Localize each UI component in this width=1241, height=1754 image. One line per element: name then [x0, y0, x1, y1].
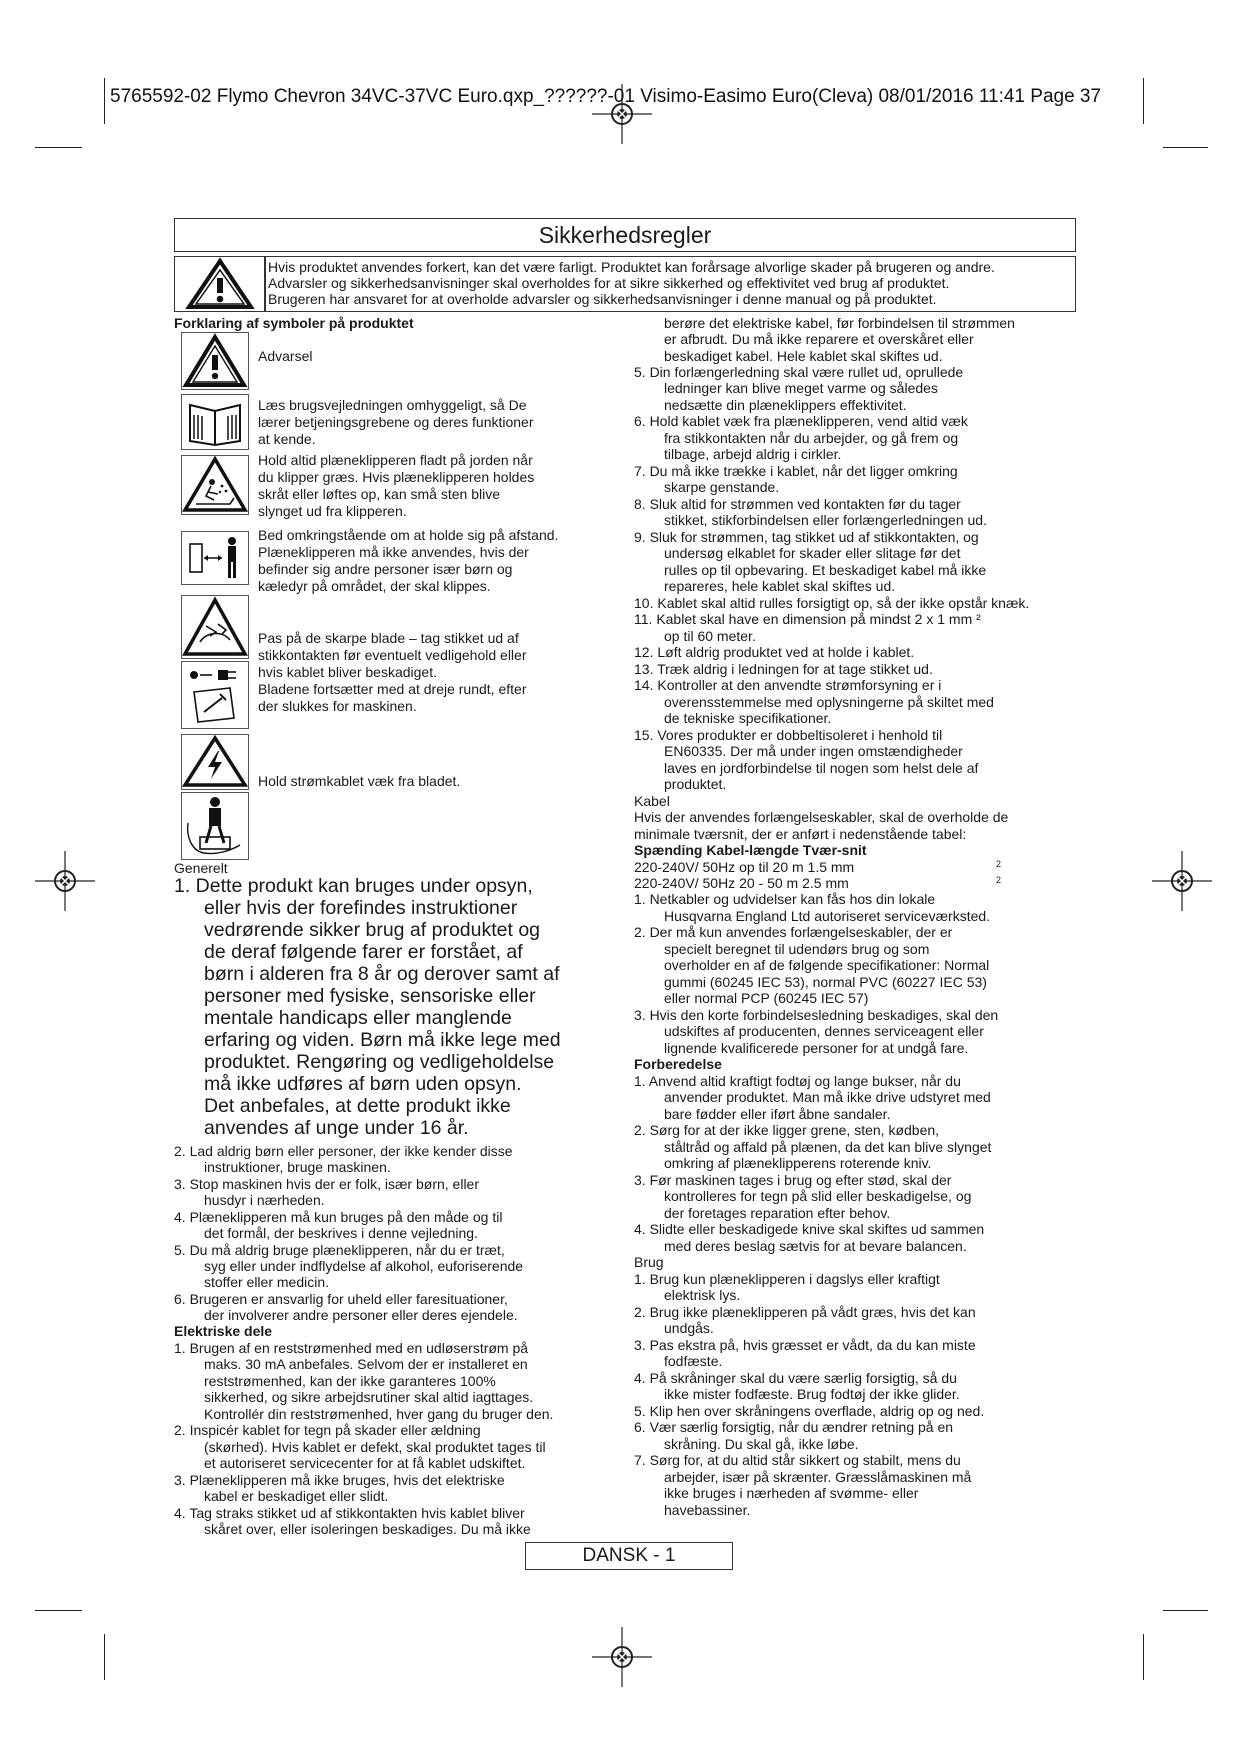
title-box: [174, 218, 1076, 252]
crop-mark-bottom-right: [1163, 1610, 1208, 1611]
general-item-line: syg eller under indflydelse af alkohol, euforiserende: [204, 1258, 524, 1274]
preparation-line: bare fødder eller iført åbne sandaler.: [664, 1106, 891, 1122]
electrical-right-line: overensstemmelse med oplysningerne på skiltet med: [664, 694, 994, 710]
symbol-text: Hold strømkablet væk fra bladet.: [258, 773, 461, 789]
symbol-text: hvis kablet bliver beskadiget.: [258, 664, 437, 680]
electrical-line: et autoriseret servicecenter for at få kablet udskiftet.: [204, 1455, 526, 1471]
preparation-heading: Forberedelse: [634, 1056, 722, 1072]
general-heading: Generelt: [174, 860, 228, 876]
crop-mark-top-right: [1163, 147, 1208, 148]
intro-line: Hvis produktet anvendes forkert, kan det være farligt. Produktet kan forårsage alvorlige skader på brugeren og andre.: [268, 259, 995, 275]
registration-mark-right-icon: [1152, 851, 1212, 911]
electrical-right-line: rulles op til opbevaring. Et beskadiget kabel må ikke: [664, 562, 987, 578]
symbol-text: du klipper græs. Hvis plæneklipperen holdes: [258, 469, 535, 485]
crop-mark-right-top: [1143, 78, 1144, 124]
registration-mark-left-icon: [35, 851, 95, 911]
symbol-cable-person-box: [181, 792, 249, 860]
cable-line: 3. Hvis den korte forbindelsesledning beskadiges, skal den: [634, 1007, 999, 1023]
electrical-right-line: 14. Kontroller at den anvendte strømforsyning er i: [634, 677, 942, 693]
electric-hazard-icon: [182, 735, 248, 789]
electrical-right-line: ledninger kan blive meget varme og således: [664, 380, 938, 396]
cable-table-row: 220-240V/ 50Hz 20 - 50 m 2.5 mm: [634, 875, 849, 891]
crop-mark-top-left: [35, 147, 82, 148]
general-item-1-line: anvendes af unge under 16 år.: [204, 1117, 469, 1139]
electrical-right-line: 10. Kablet skal altid rulles forsigtigt op, så der ikke opstår knæk.: [634, 595, 1030, 611]
electrical-line: 4. Tag straks stikket ud af stikkontakten hvis kablet bliver: [174, 1505, 525, 1521]
electrical-right-line: 5. Din forlængerledning skal være rullet ud, oprullede: [634, 364, 964, 380]
electrical-heading: Elektriske dele: [174, 1323, 273, 1339]
crop-mark-left-top: [104, 78, 105, 124]
preparation-line: 1. Anvend altid kraftigt fodtøj og lange bukser, når du: [634, 1073, 961, 1089]
general-item-1-line: personer med fysiske, sensoriske eller: [204, 985, 536, 1007]
preparation-line: der foretages reparation efter behov.: [664, 1205, 891, 1221]
electrical-right-line: laves en jordforbindelse til nogen som helst dele af: [664, 760, 979, 776]
page-title: Sikkerhedsregler: [538, 222, 712, 248]
symbol-text: Bed omkringstående om at holde sig på afstand.: [258, 527, 559, 543]
crop-mark-right-bottom: [1143, 1634, 1144, 1680]
symbol-text: Hold altid plæneklipperen fladt på jorden når: [258, 452, 533, 468]
cable-line: specielt beregnet til udendørs brug og som: [664, 941, 930, 957]
cable-intro-line: minimale tværsnit, der er anført i nedenstående tabel:: [634, 826, 967, 842]
general-item-line: 6. Brugeren er ansvarlig for uheld eller faresituationer,: [174, 1291, 508, 1307]
symbol-manual-box: [181, 394, 249, 450]
electrical-right-line: tilbage, arbejd aldrig i cirkler.: [664, 446, 842, 462]
electrical-line: reststrømenhed, kan der ikke garanteres 100%: [204, 1373, 496, 1389]
preparation-line: med deres beslag sætvis for at bevare balancen.: [664, 1238, 967, 1254]
use-line: 7. Sørg for, at du altid står sikkert og stabilt, mens du: [634, 1452, 961, 1468]
cable-line: udskiftes af producenten, dennes serviceagent eller: [664, 1023, 984, 1039]
general-item-line: 5. Du må aldrig bruge plæneklipperen, når du er træt,: [174, 1242, 505, 1258]
general-item-1-line: må ikke udføres af børn uden opsyn.: [204, 1073, 522, 1095]
symbol-text: Læs brugsvejledningen omhyggeligt, så De: [258, 397, 527, 413]
unplug-maintenance-icon: [182, 662, 248, 728]
use-line: elektrisk lys.: [664, 1287, 741, 1303]
intro-warning-box: [174, 256, 266, 312]
electrical-right-line: undersøg elkablet for skader eller slitage før det: [664, 545, 961, 561]
general-item-line: der involverer andre personer eller deres ejendele.: [204, 1307, 518, 1323]
general-item-line: husdyr i nærheden.: [204, 1192, 325, 1208]
use-heading: Brug: [634, 1254, 664, 1270]
symbol-text: Plæneklipperen må ikke anvendes, hvis der: [258, 544, 529, 560]
electrical-line: sikkerhed, og sikre arbejdsrutiner skal altid iagttages.: [204, 1389, 534, 1405]
electrical-right-line: op til 60 meter.: [664, 628, 756, 644]
general-item-line: instruktioner, bruge maskinen.: [204, 1159, 391, 1175]
electrical-right-line: 15. Vores produkter er dobbeltisoleret i henhold til: [634, 727, 943, 743]
electrical-right-line: nedsætte din plæneklippers effektivitet.: [664, 397, 907, 413]
preparation-line: anvender produktet. Man må ikke drive udstyret med: [664, 1089, 991, 1105]
symbol-text: befinder sig andre personer især børn og: [258, 561, 513, 577]
electrical-right-line: skarpe genstande.: [664, 479, 780, 495]
use-line: 1. Brug kun plæneklipperen i dagslys eller kraftigt: [634, 1271, 940, 1287]
electrical-right-line: 8. Sluk altid for strømmen ved kontakten før du tager: [634, 496, 961, 512]
cable-table-row: 220-240V/ 50Hz op til 20 m 1.5 mm: [634, 859, 855, 875]
electrical-right-line: 13. Træk aldrig i ledningen for at tage stikket ud.: [634, 661, 933, 677]
cable-superscript: 2: [996, 875, 1002, 885]
electrical-line: 2. Inspicér kablet for tegn på skader eller ældning: [174, 1422, 481, 1438]
use-line: 2. Brug ikke plæneklipperen på vådt græs, hvis det kan: [634, 1304, 976, 1320]
symbol-text: der slukkes for maskinen.: [258, 698, 417, 714]
preparation-line: 3. Før maskinen tages i brug og efter stød, skal der: [634, 1172, 952, 1188]
flying-stones-icon: [182, 456, 248, 514]
use-line: havebassiner.: [664, 1502, 751, 1518]
electrical-right-line: fra stikkontakten når du arbejder, og gå frem og: [664, 430, 959, 446]
electrical-right-line: de tekniske specifikationer.: [664, 710, 832, 726]
electrical-line: 1. Brugen af en reststrømenhed med en udløserstrøm på: [174, 1340, 529, 1356]
preparation-line: kontrolleres for tegn på slid eller beskadigelse, og: [664, 1188, 972, 1204]
use-line: 5. Klip hen over skråningens overflade, aldrig op og ned.: [634, 1403, 985, 1419]
electrical-right-line: 9. Sluk for strømmen, tag stikket ud af stikkontakten, og: [634, 529, 979, 545]
symbol-unplug-maintenance-box: [181, 661, 249, 729]
cable-line: eller normal PCP (60245 IEC 57): [664, 990, 869, 1006]
general-item-1-line: eller hvis der forefindes instruktioner: [204, 897, 518, 919]
symbols-heading: Forklaring af symboler på produktet: [174, 315, 414, 331]
symbol-text: Bladene fortsætter med at dreje rundt, efter: [258, 681, 527, 697]
symbol-text: skråt eller løftes op, kan små sten blive: [258, 486, 500, 502]
cable-heading: Kabel: [634, 793, 670, 809]
crop-mark-bottom-left: [35, 1610, 82, 1611]
electrical-line: skåret over, eller isoleringen beskadiges. Du må ikke: [204, 1521, 531, 1537]
cable-intro-line: Hvis der anvendes forlængelseskabler, skal de overholde de: [634, 809, 1009, 825]
symbol-keep-distance-box: [181, 531, 249, 585]
warning-triangle-icon: [182, 333, 248, 389]
electrical-right-line: 7. Du må ikke trække i kablet, når det ligger omkring: [634, 463, 958, 479]
electrical-line: maks. 30 mA anbefales. Selvom der er installeret en: [204, 1356, 528, 1372]
electrical-right-line: produktet.: [664, 776, 727, 792]
electrical-right-line: berøre det elektriske kabel, før forbindelsen til strømmen: [664, 315, 1015, 331]
electrical-right-line: beskadiget kabel. Hele kablet skal skiftes ud.: [664, 348, 943, 364]
use-line: ikke mister fodfæste. Brug fodtøj der ikke glider.: [664, 1386, 960, 1402]
cable-line: gummi (60245 IEC 53), normal PVC (60227 IEC 53): [664, 974, 987, 990]
general-item-1-line: erfaring og viden. Børn må ikke lege med: [204, 1029, 561, 1051]
electrical-right-line: er afbrudt. Du må ikke reparere et overskåret eller: [664, 331, 974, 347]
use-line: arbejder, især på skrænter. Græsslåmaskinen må: [664, 1469, 972, 1485]
general-item-1-line: produktet. Rengøring og vedligeholdelse: [204, 1051, 555, 1073]
electrical-line: Kontrollér din reststrømenhed, hver gang du bruger den.: [204, 1406, 554, 1422]
electrical-line: (skørhed). Hvis kablet er defekt, skal produktet tages til: [204, 1439, 546, 1455]
general-item-line: stoffer eller medicin.: [204, 1274, 330, 1290]
registration-mark-bottom-icon: [592, 1627, 652, 1687]
cable-line: lignende kvalificerede personer for at undgå fare.: [664, 1040, 969, 1056]
preparation-line: ståltråd og affald på plænen, da det kan blive slynget: [664, 1139, 992, 1155]
cable-line: Husqvarna England Ltd autoriseret serviceværksted.: [664, 908, 991, 924]
general-item-1-line: mentale handicaps eller manglende: [204, 1007, 512, 1029]
cable-line: 1. Netkabler og udvidelser kan fås hos din lokale: [634, 891, 936, 907]
cable-line: 2. Der må kun anvendes forlængelseskabler, der er: [634, 924, 953, 940]
person-cable-icon: [182, 793, 248, 859]
symbol-warning-box: [181, 332, 249, 390]
preparation-line: 2. Sørg for at der ikke ligger grene, sten, kødben,: [634, 1122, 940, 1138]
general-item-line: 4. Plæneklipperen må kun bruges på den måde og til: [174, 1209, 503, 1225]
electrical-right-line: EN60335. Der må under ingen omstændigheder: [664, 743, 963, 759]
warning-triangle-icon: [175, 257, 265, 311]
electrical-right-line: repareres, hele kablet skal skiftes ud.: [664, 578, 896, 594]
keep-distance-icon: [182, 532, 248, 584]
symbol-sharp-blade-box: [181, 595, 249, 659]
symbol-text: slynget ud fra klipperen.: [258, 503, 407, 519]
crop-mark-left-bottom: [104, 1634, 105, 1680]
cable-superscript: 2: [996, 859, 1002, 869]
general-item-1-line: Det anbefales, at dette produkt ikke: [204, 1095, 511, 1117]
general-item-line: 3. Stop maskinen hvis der er folk, især børn, eller: [174, 1176, 480, 1192]
symbol-text: stikkontakten før eventuelt vedligehold eller: [258, 647, 527, 663]
cable-line: overholder en af de følgende specifikationer: Normal: [664, 957, 990, 973]
use-line: undgås.: [664, 1320, 714, 1336]
symbol-flying-stones-box: [181, 455, 249, 515]
symbol-text: kæledyr på området, der skal klippes.: [258, 578, 491, 594]
use-line: 3. Pas ekstra på, hvis græsset er vådt, da du kan miste: [634, 1337, 976, 1353]
electrical-right-line: 11. Kablet skal have en dimension på mindst 2 x 1 mm ²: [634, 611, 981, 627]
page-footer-label: DANSK - 1: [582, 1545, 676, 1566]
symbol-text: Pas på de skarpe blade – tag stikket ud af: [258, 630, 519, 646]
symbol-electric-hazard-box: [181, 734, 249, 790]
symbol-text: at kende.: [258, 431, 316, 447]
general-item-line: 2. Lad aldrig børn eller personer, der ikke kender disse: [174, 1143, 513, 1159]
intro-line: Brugeren har ansvaret for at overholde advarsler og sikkerhedsanvisninger i denne manual og på produktet.: [268, 291, 937, 307]
electrical-line: 3. Plæneklipperen må ikke bruges, hvis det elektriske: [174, 1472, 505, 1488]
symbol-text: lærer betjeningsgrebene og deres funktioner: [258, 414, 534, 430]
general-item-1-line: de deraf følgende farer er forstået, af: [204, 941, 523, 963]
use-line: fodfæste.: [664, 1353, 723, 1369]
manual-book-icon: [182, 395, 248, 449]
general-item-1-line: børn i alderen fra 8 år og derover samt af: [204, 963, 560, 985]
electrical-right-line: 12. Løft aldrig produktet ved at holde i kablet.: [634, 644, 915, 660]
use-line: skråning. Du skal gå, ikke løbe.: [664, 1436, 859, 1452]
electrical-right-line: 6. Hold kablet væk fra plæneklipperen, vend altid væk: [634, 413, 968, 429]
general-item-1-line: 1. Dette produkt kan bruges under opsyn,: [174, 875, 533, 897]
preparation-line: omkring af plæneklipperens roterende kniv.: [664, 1155, 932, 1171]
symbol-text: Advarsel: [258, 348, 313, 364]
electrical-line: kabel er beskadiget eller slidt.: [204, 1488, 389, 1504]
electrical-right-line: stikket, stikforbindelsen eller forlængerledningen ud.: [664, 512, 987, 528]
use-line: 4. På skråninger skal du være særlig forsigtig, så du: [634, 1370, 957, 1386]
cable-table-header: Spænding Kabel-længde Tvær-snit: [634, 842, 867, 858]
general-item-line: det formål, der beskrives i denne vejledning.: [204, 1225, 478, 1241]
general-item-1-line: vedrørende sikker brug af produktet og: [204, 919, 541, 941]
use-line: 6. Vær særlig forsigtig, når du ændrer retning på en: [634, 1419, 954, 1435]
footer-box: [525, 1542, 733, 1570]
use-line: ikke bruges i nærheden af svømme- eller: [664, 1485, 919, 1501]
preparation-line: 4. Slidte eller beskadigede knive skal skiftes ud sammen: [634, 1221, 985, 1237]
print-header-file-line: 5765592-02 Flymo Chevron 34VC-37VC Euro.qxp_??????-01 Visimo-Easimo Euro(Cleva) 08/01/2016 11:41 Page 37: [110, 86, 1102, 107]
intro-line: Advarsler og sikkerhedsanvisninger skal overholdes for at sikre sikkerhed og effektivitet ved brug af produktet.: [268, 275, 950, 291]
sharp-blade-icon: [182, 596, 248, 658]
